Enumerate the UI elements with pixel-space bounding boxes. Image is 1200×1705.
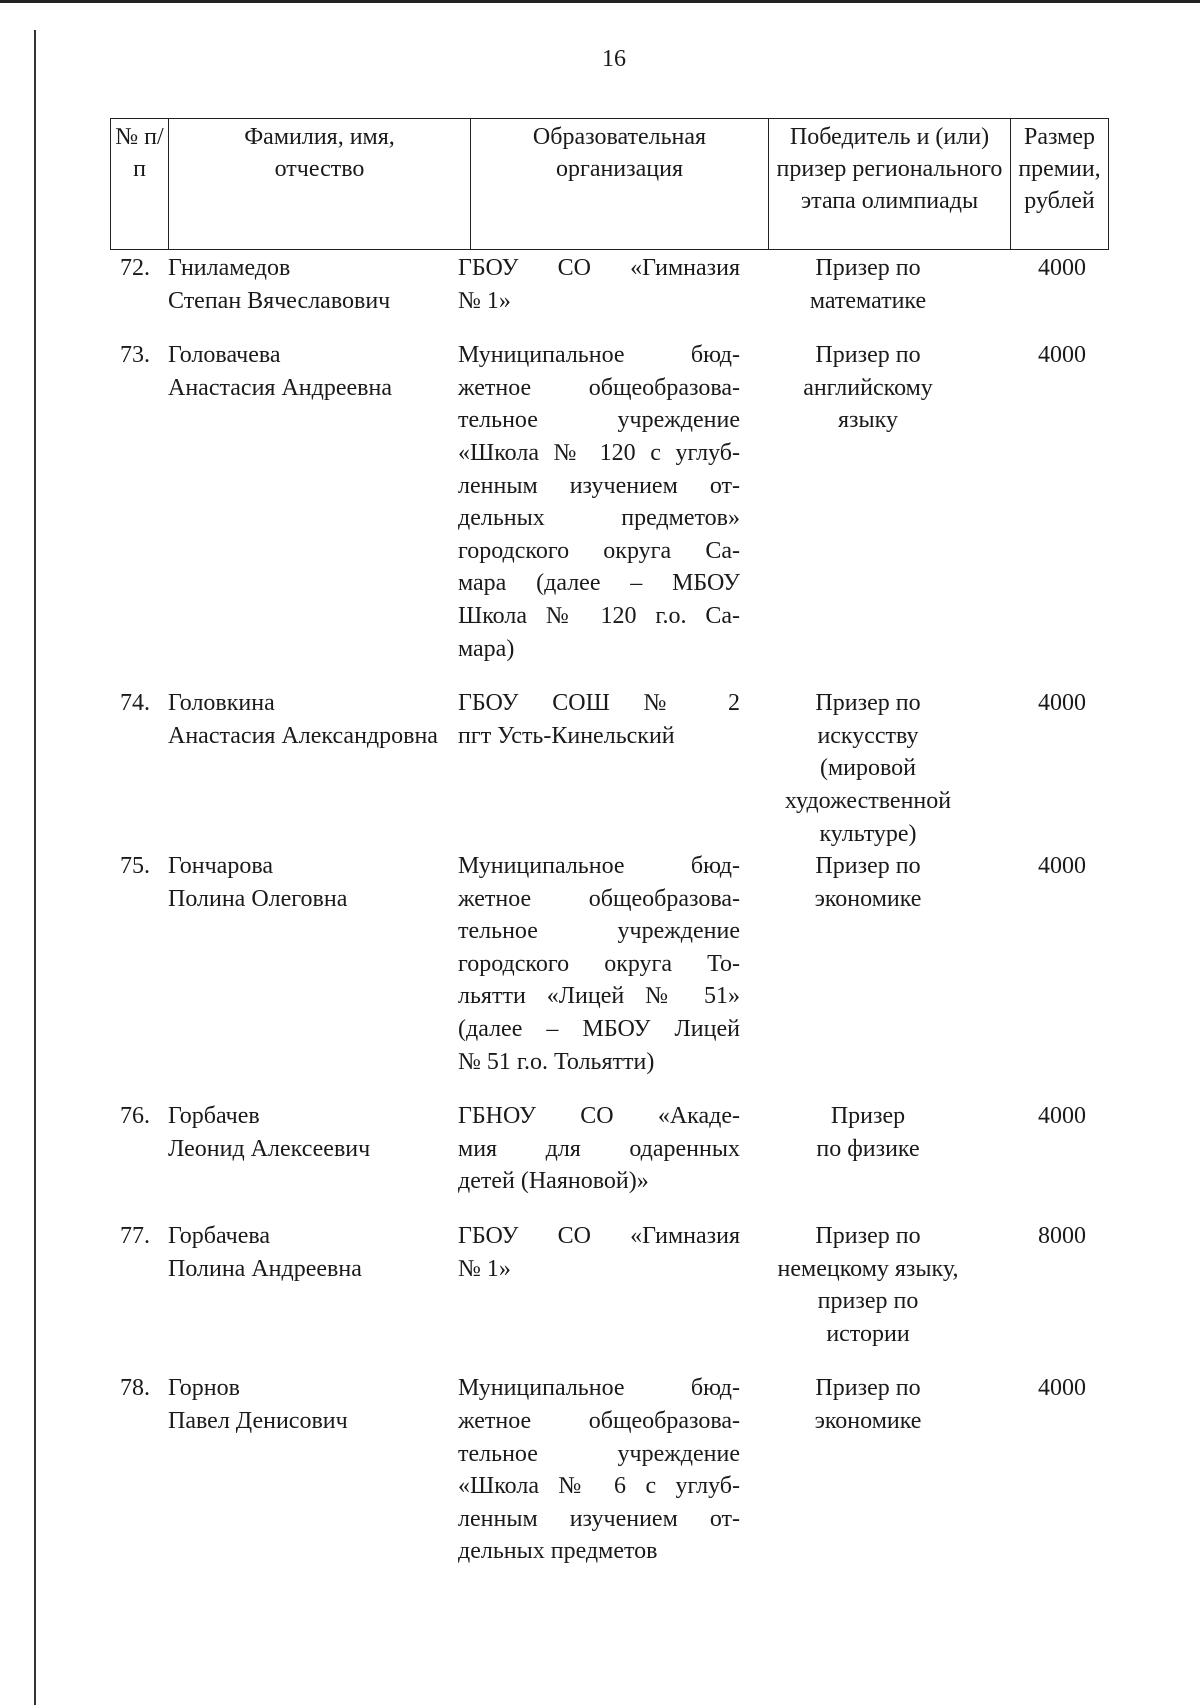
- row-spacer: [110, 1350, 1114, 1372]
- organization-line: «Школа № 6 с углуб-: [458, 1473, 740, 1500]
- header-prize: Размер премии, рублей: [1011, 119, 1109, 250]
- row-organization: [450, 1220, 746, 1350]
- organization-line: тельное учреждение: [458, 918, 740, 945]
- row-full-name: Головкина Анастасия Александровна: [168, 690, 438, 749]
- header-num: № п/п: [111, 119, 169, 250]
- organization-line: городского округа Са-: [458, 537, 740, 564]
- organization-line: дельных предметов»: [458, 505, 740, 532]
- row-organization: [450, 850, 746, 1078]
- row-number: 73.: [120, 342, 150, 369]
- top-border: [0, 0, 1200, 3]
- row-award: Призер по английскому языку: [803, 342, 933, 434]
- row-award: Призер по немецкому языку, призер по истории: [777, 1223, 959, 1347]
- header-name: Фамилия, имя, отчество: [169, 119, 471, 250]
- organization-line: № 51 г.о. Тольятти): [458, 1048, 655, 1075]
- organization-line: ленным изучением от-: [458, 472, 740, 499]
- organization-line: ГБОУ СО «Гимназия: [458, 255, 740, 281]
- row-organization: [450, 252, 746, 317]
- organization-line: тельное учреждение: [458, 1440, 740, 1467]
- row-spacer: [110, 317, 1114, 339]
- row-prize-amount: 4000: [1038, 1375, 1086, 1402]
- organization-line: Муниципальное бюд-: [458, 1375, 740, 1402]
- organization-line: жетное общеобразова-: [458, 885, 740, 912]
- row-full-name: Горбачева Полина Андреевна: [168, 1223, 362, 1282]
- row-number: 72.: [120, 255, 150, 281]
- organization-line: ГБОУ СО «Гимназия: [458, 1223, 740, 1250]
- row-prize-amount: 4000: [1038, 853, 1086, 880]
- row-full-name: Гончарова Полина Олеговна: [168, 853, 348, 912]
- table-row: [110, 850, 1114, 1078]
- organization-line: № 1»: [458, 287, 511, 314]
- organization-line: ГБОУ СОШ № 2: [458, 690, 740, 717]
- organization-line: ГБНОУ СО «Акаде-: [458, 1103, 740, 1130]
- row-award: Призер по искусству (мировой художественной культуре): [784, 690, 952, 847]
- row-prize-amount: 8000: [1038, 1223, 1086, 1250]
- row-number: 75.: [120, 853, 150, 880]
- row-prize-amount: 4000: [1038, 690, 1086, 717]
- row-full-name: Горбачев Леонид Алексеевич: [168, 1103, 371, 1162]
- row-organization: [450, 687, 746, 850]
- left-border: [34, 30, 36, 1705]
- page-number: 16: [602, 46, 626, 72]
- organization-line: пгт Усть-Кинельский: [458, 722, 675, 749]
- organization-line: мия для одаренных: [458, 1135, 740, 1162]
- row-spacer: [110, 1198, 1114, 1220]
- row-spacer: [110, 665, 1114, 687]
- organization-line: жетное общеобразова-: [458, 374, 740, 401]
- table-row: [110, 1100, 1114, 1198]
- row-award: Призер по экономике: [814, 1375, 922, 1434]
- organization-line: детей (Наяновой)»: [458, 1168, 649, 1195]
- row-organization: [450, 1372, 746, 1568]
- organization-line: городского округа То-: [458, 950, 740, 977]
- row-award: Призер по математике: [809, 255, 927, 314]
- row-full-name: Гниламедов Степан Вячеславович: [168, 255, 391, 314]
- organization-line: льятти «Лицей № 51»: [458, 983, 740, 1010]
- row-number: 74.: [120, 690, 150, 717]
- organization-line: «Школа № 120 с углуб-: [458, 439, 740, 466]
- organization-line: дельных предметов: [458, 1538, 658, 1565]
- header-award: Победитель и (или) призер регионального этапа олимпиады: [769, 119, 1011, 250]
- row-award: Призер по экономике: [814, 853, 922, 912]
- table-row: [110, 252, 1114, 317]
- row-prize-amount: 4000: [1038, 1103, 1086, 1130]
- table-header: [110, 118, 1109, 250]
- organization-line: жетное общеобразова-: [458, 1408, 740, 1434]
- organization-line: Муниципальное бюд-: [458, 853, 740, 880]
- table-row: [110, 1372, 1114, 1568]
- row-full-name: Головачева Анастасия Андреевна: [168, 342, 392, 401]
- organization-line: (далее – МБОУ Лицей: [458, 1016, 740, 1043]
- row-number: 77.: [120, 1223, 150, 1250]
- organization-line: мара (далее – МБОУ: [458, 570, 740, 597]
- row-organization: [450, 339, 746, 665]
- row-number: 76.: [120, 1103, 150, 1130]
- table-row: [110, 339, 1114, 665]
- row-number: 78.: [120, 1375, 150, 1402]
- row-award: Призер по физике: [816, 1103, 920, 1162]
- header-org: Образовательная организация: [471, 119, 769, 250]
- table-row: [110, 687, 1114, 850]
- row-full-name: Горнов Павел Денисович: [168, 1375, 348, 1434]
- row-organization: [450, 1100, 746, 1198]
- row-spacer: [110, 1078, 1114, 1100]
- organization-line: мара): [458, 635, 515, 662]
- organization-line: тельное учреждение: [458, 407, 740, 434]
- table-row: [110, 1220, 1114, 1350]
- organization-line: Школа № 120 г.о. Са-: [458, 602, 740, 629]
- row-prize-amount: 4000: [1038, 342, 1086, 369]
- organization-line: Муниципальное бюд-: [458, 342, 740, 369]
- table-body: [110, 252, 1114, 1568]
- row-prize-amount: 4000: [1038, 255, 1086, 281]
- organization-line: ленным изучением от-: [458, 1505, 740, 1532]
- organization-line: № 1»: [458, 1255, 511, 1282]
